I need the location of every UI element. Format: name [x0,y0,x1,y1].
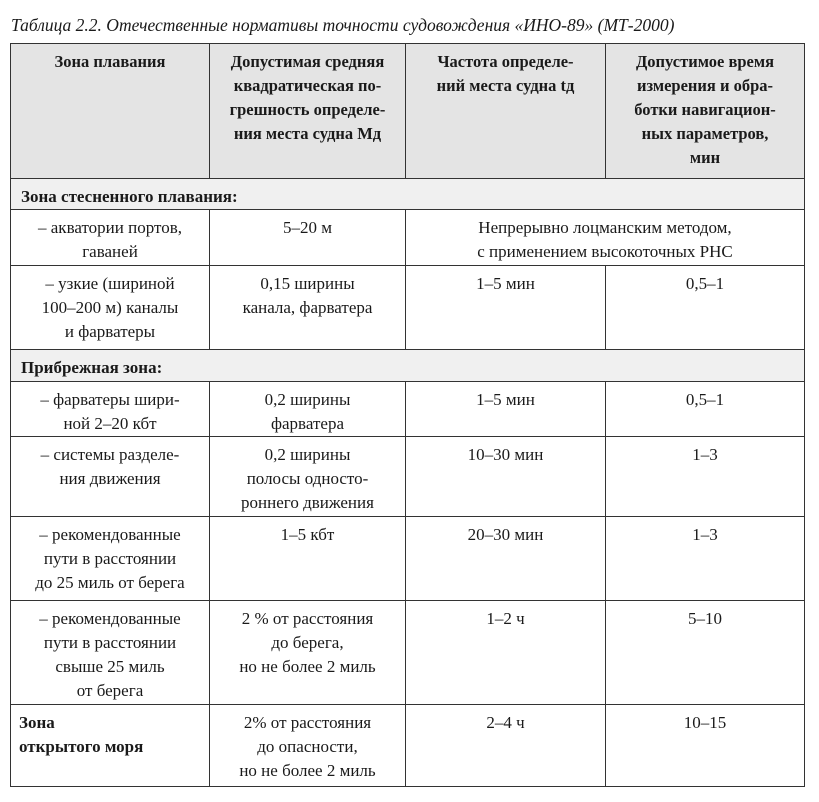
cell-line: до опасности, [257,737,358,756]
cell-line: роннего движения [241,493,374,512]
cell-line: гаваней [82,242,138,261]
header-error [210,44,406,179]
table-row [11,437,805,517]
cell-line: – акватории портов, [38,218,182,237]
table-row [11,382,805,437]
header-frequency [406,44,606,179]
time-cell: 1–3 [606,437,805,517]
cell-line: – рекомендованные [39,609,181,628]
cell-line: и фарватеры [64,322,156,341]
cell-line: 5–20 м [282,218,332,237]
error-cell [210,705,406,787]
table-row [11,705,805,787]
time-cell: 0,5–1 [606,382,805,437]
cell-line: свыше 25 миль [55,657,165,676]
cell-line: полосы односто- [246,469,369,488]
table-caption: Таблица 2.2. Отечественные нормативы точности судовождения «ИНО-89» (МТ-2000) [11,15,675,35]
cell-line: пути в расстоянии [43,549,177,568]
frequency-cell: 1–2 ч [406,601,606,705]
cell-line: пути в расстоянии [43,633,177,652]
frequency-cell: 2–4 ч [406,705,606,787]
cell-line: – системы разделе- [40,445,180,464]
cell-line: 0,15 ширины [260,274,355,293]
header-time [606,44,805,179]
cell-line: грешность определе- [229,100,386,119]
cell-line: Зона [19,713,55,732]
error-cell [210,210,406,266]
cell-line: 1–5 кбт [280,525,335,544]
error-cell [210,266,406,350]
cell-line: но не более 2 миль [239,761,376,780]
table-row [11,601,805,705]
error-cell [210,517,406,601]
header-zone [11,44,210,179]
time-cell: 5–10 [606,601,805,705]
merged-cell [406,210,805,266]
zone-cell [11,210,210,266]
frequency-cell: 1–5 мин [406,266,606,350]
section-restricted: Зона стесненного плавания: [11,179,805,210]
zone-cell [11,601,210,705]
table-row [11,210,805,266]
cell-line: Частота определе- [437,52,574,71]
frequency-cell: 20–30 мин [406,517,606,601]
cell-line: 0,2 ширины [264,445,351,464]
frequency-cell: 1–5 мин [406,382,606,437]
cell-line: ной 2–20 кбт [63,414,157,433]
cell-line: фарватера [271,414,344,433]
section-row [11,350,805,382]
zone-cell [11,266,210,350]
cell-line: мин [689,148,721,167]
cell-line: Допустимая средняя [230,52,385,71]
error-cell [210,437,406,517]
zone-cell [11,382,210,437]
zone-cell-open-sea [11,705,210,787]
cell-line: 0,2 ширины [264,390,351,409]
cell-line: от берега [76,681,144,700]
cell-line: ния места судна Мд [233,124,382,143]
table-row [11,266,805,350]
section-coastal: Прибрежная зона: [11,350,805,382]
time-cell: 10–15 [606,705,805,787]
cell-line: ных параметров, [641,124,769,143]
cell-line: – узкие (шириной [45,274,175,293]
cell-line: с применением высокоточных РНС [477,242,733,261]
zone-cell [11,437,210,517]
cell-line: 2% от расстояния [243,713,372,732]
cell-line: канала, фарватера [242,298,373,317]
frequency-cell: 10–30 мин [406,437,606,517]
cell-line: Непрерывно лоцманским методом, [478,218,732,237]
error-cell [210,382,406,437]
accuracy-standards-table [10,43,805,787]
cell-line: открытого моря [19,737,144,756]
cell-line: измерения и обра- [636,76,774,95]
cell-line: 2 % от расстояния [241,609,374,628]
cell-line: Зона плавания [54,52,166,71]
cell-line: до берега, [271,633,344,652]
error-cell [210,601,406,705]
cell-line: – фарватеры шири- [40,390,180,409]
cell-line: – рекомендованные [39,525,181,544]
cell-line: 100–200 м) каналы [41,298,179,317]
cell-line: квадратическая по- [233,76,382,95]
zone-cell [11,517,210,601]
section-row [11,179,805,210]
header-row [11,44,805,179]
cell-line: ния движения [59,469,161,488]
table-row [11,517,805,601]
cell-line: ний места судна tд [436,76,575,95]
cell-line: но не более 2 миль [239,657,376,676]
cell-line: Допустимое время [635,52,775,71]
cell-line: ботки навигацион- [634,100,776,119]
cell-line: до 25 миль от берега [35,573,185,592]
time-cell: 1–3 [606,517,805,601]
time-cell: 0,5–1 [606,266,805,350]
